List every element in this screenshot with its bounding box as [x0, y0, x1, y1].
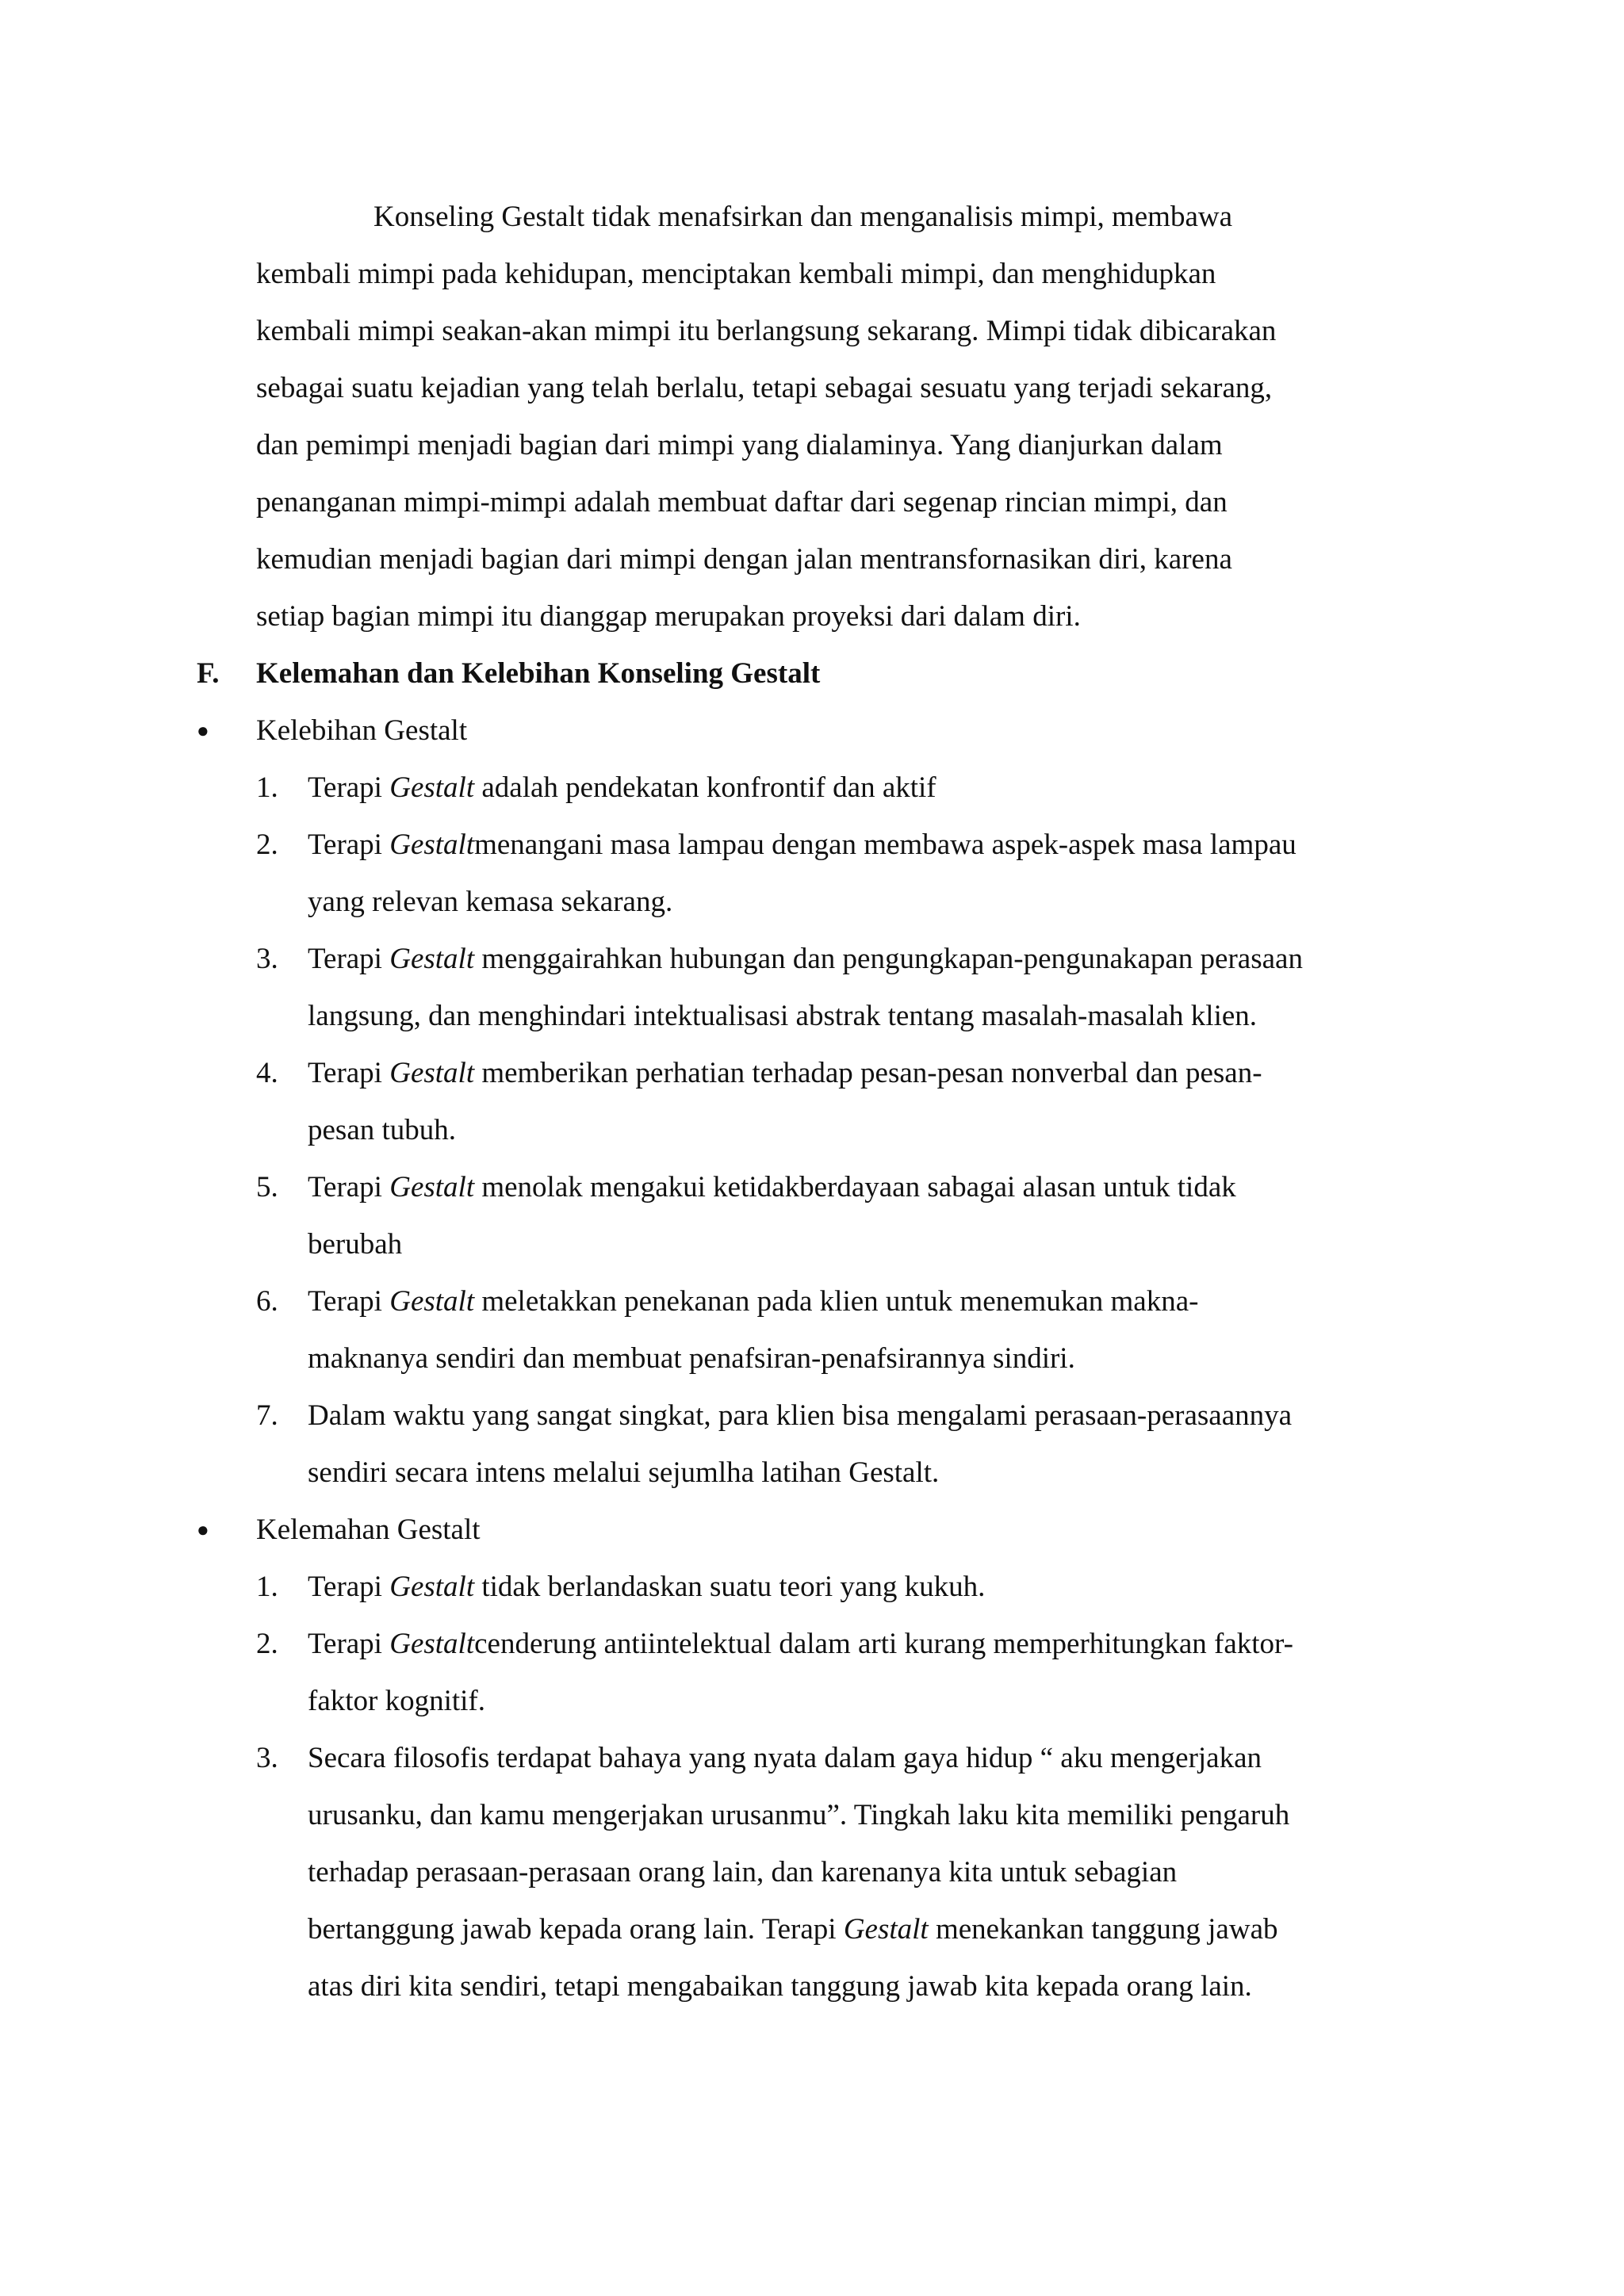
item-run: urusanku, dan kamu mengerjakan urusanmu”. Tingkah laku kita memiliki pengaruh [308, 1799, 1290, 1831]
item-text [308, 1559, 1430, 1616]
paragraph-line: Konseling Gestalt tidak menafsirkan dan menganalisis mimpi, membawa [373, 201, 1233, 233]
item-text: Terapi [308, 943, 390, 975]
kelebihan-heading: Kelebihan Gestalt [256, 714, 468, 747]
item-continuation: pesan tubuh. [308, 1114, 457, 1146]
list-item [256, 931, 1430, 1045]
item-number: 6. [256, 1285, 278, 1318]
item-continuation [308, 1901, 1430, 1958]
list-item [256, 817, 1430, 931]
list-item [256, 1387, 1430, 1502]
item-text: Terapi [308, 1057, 390, 1089]
item-text: Terapi [308, 828, 390, 861]
kelemahan-list [256, 1559, 1430, 2015]
item-continuation: yang relevan kemasa sekarang. [308, 886, 673, 918]
body-paragraph [256, 189, 1430, 645]
item-run: bertanggung jawab kepada orang lain. Terapi [308, 1913, 844, 1946]
item-emphasis: Gestalt [389, 1285, 475, 1318]
item-continuation [308, 1673, 1430, 1730]
item-text: menggairahkan hubungan dan pengungkapan-pengunakapan perasaan [474, 943, 1303, 975]
item-text: Terapi [308, 1171, 390, 1203]
item-text: Terapi [308, 771, 390, 804]
list-item [256, 760, 1430, 817]
item-emphasis: Gestalt [389, 771, 475, 804]
item-number: 5. [256, 1171, 278, 1203]
item-emphasis: Gestalt [389, 1057, 475, 1089]
list-item [256, 1045, 1430, 1159]
paragraph-line: kembali mimpi seakan-akan mimpi itu berlangsung sekarang. Mimpi tidak dibicarakan [256, 315, 1277, 347]
kelebihan-bullet-row [197, 702, 467, 760]
item-number: 1. [256, 1571, 278, 1603]
bullet-icon: ● [197, 1518, 209, 1541]
item-continuation [308, 1958, 1430, 2015]
list-item [256, 1730, 1430, 2015]
paragraph-line: kembali mimpi pada kehidupan, menciptakan kembali mimpi, dan menghidupkan [256, 258, 1216, 290]
item-number: 3. [256, 1742, 278, 1774]
item-text [308, 1616, 1430, 1673]
section-heading [197, 645, 820, 702]
kelebihan-list [256, 760, 1430, 1502]
item-run: tidak berlandaskan suatu teori yang kukuh. [474, 1571, 986, 1603]
paragraph-line: kemudian menjadi bagian dari mimpi dengan jalan mentransfornasikan diri, karena [256, 543, 1232, 576]
item-text: menolak mengakui ketidakberdayaan sabagai alasan untuk tidak [474, 1171, 1236, 1203]
list-item [256, 1159, 1430, 1273]
item-run: faktor kognitif. [308, 1685, 486, 1717]
item-text: Dalam waktu yang sangat singkat, para klien bisa mengalami perasaan-perasaannya [308, 1399, 1293, 1432]
item-continuation: maknanya sendiri dan membuat penafsiran-penafsirannya sindiri. [308, 1342, 1075, 1375]
item-emphasis: Gestalt [389, 1628, 475, 1660]
item-continuation [308, 1787, 1430, 1844]
item-emphasis: Gestalt [389, 943, 475, 975]
paragraph-line: setiap bagian mimpi itu dianggap merupakan proyeksi dari dalam diri. [256, 600, 1081, 633]
bullet-icon: ● [197, 719, 209, 742]
item-number: 3. [256, 943, 278, 975]
item-run: Terapi [308, 1571, 390, 1603]
item-emphasis: Gestalt [389, 1571, 475, 1603]
item-number: 2. [256, 1628, 278, 1660]
item-text: Terapi [308, 1285, 390, 1318]
item-text: menangani masa lampau dengan membawa aspek-aspek masa lampau [474, 828, 1297, 861]
item-number: 4. [256, 1057, 278, 1089]
item-text: memberikan perhatian terhadap pesan-pesan nonverbal dan pesan- [474, 1057, 1262, 1089]
item-run: atas diri kita sendiri, tetapi mengabaikan tanggung jawab kita kepada orang lain. [308, 1970, 1252, 2003]
item-text: adalah pendekatan konfrontif dan aktif [474, 771, 936, 804]
item-number: 7. [256, 1399, 278, 1432]
paragraph-line: sebagai suatu kejadian yang telah berlalu, tetapi sebagai sesuatu yang terjadi sekarang, [256, 372, 1273, 404]
item-number: 1. [256, 771, 278, 804]
item-run: Secara filosofis terdapat bahaya yang nyata dalam gaya hidup “ aku mengerjakan [308, 1742, 1262, 1774]
item-continuation: berubah [308, 1228, 403, 1261]
kelemahan-bullet-row [197, 1502, 481, 1559]
item-emphasis: Gestalt [389, 1171, 475, 1203]
paragraph-line: dan pemimpi menjadi bagian dari mimpi yang dialaminya. Yang dianjurkan dalam [256, 429, 1223, 461]
item-run: cenderung antiintelektual dalam arti kurang memperhitungkan faktor- [474, 1628, 1293, 1660]
item-text: meletakkan penekanan pada klien untuk menemukan makna- [474, 1285, 1199, 1318]
item-continuation: langsung, dan menghindari intektualisasi abstrak tentang masalah-masalah klien. [308, 1000, 1258, 1032]
list-item [256, 1559, 1430, 1616]
item-number: 2. [256, 828, 278, 861]
list-item [256, 1616, 1430, 1730]
kelemahan-heading: Kelemahan Gestalt [256, 1513, 481, 1546]
item-text [308, 1730, 1430, 1787]
section-letter: F. [197, 657, 220, 690]
list-item [256, 1273, 1430, 1387]
item-run: Terapi [308, 1628, 390, 1660]
section-title: Kelemahan dan Kelebihan Konseling Gestalt [256, 657, 821, 690]
item-run: menekankan tanggung jawab [928, 1913, 1278, 1946]
item-continuation [308, 1844, 1430, 1901]
item-run: terhadap perasaan-perasaan orang lain, dan karenanya kita untuk sebagian [308, 1856, 1178, 1888]
paragraph-line: penanganan mimpi-mimpi adalah membuat daftar dari segenap rincian mimpi, dan [256, 486, 1228, 519]
item-emphasis: Gestalt [389, 828, 475, 861]
item-continuation: sendiri secara intens melalui sejumlha latihan Gestalt. [308, 1456, 940, 1489]
item-emphasis: Gestalt [843, 1913, 929, 1946]
